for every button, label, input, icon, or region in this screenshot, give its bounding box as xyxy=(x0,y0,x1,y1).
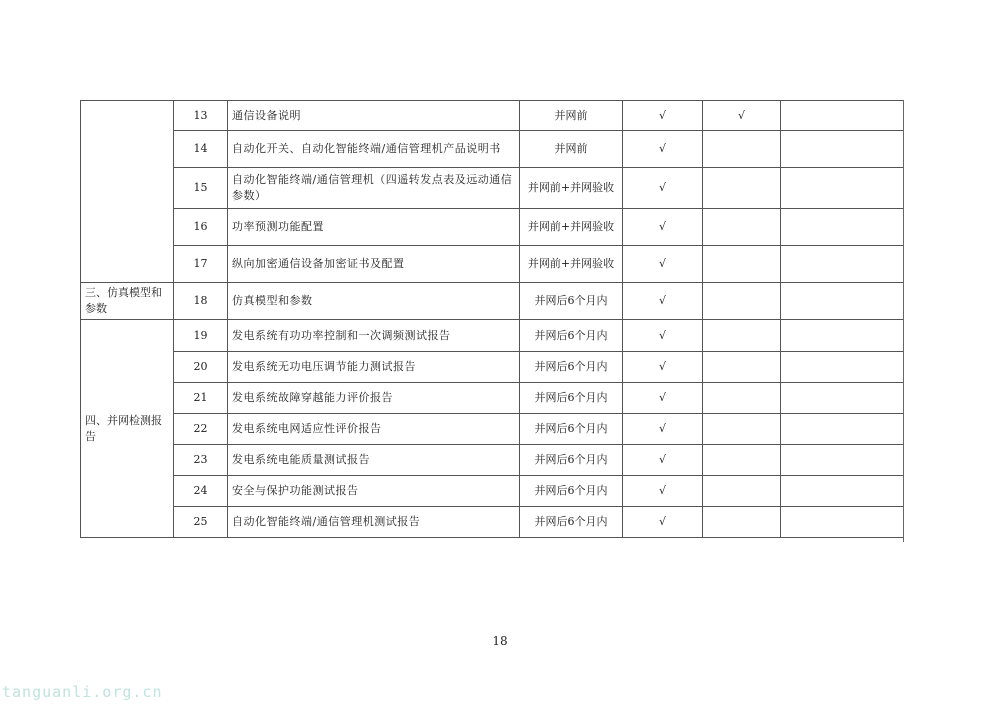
empty-margin xyxy=(781,476,904,507)
row-number: 20 xyxy=(174,352,228,383)
submission-time: 并网前+并网验收 xyxy=(520,209,623,246)
empty-margin xyxy=(781,383,904,414)
check-mark-1: √ xyxy=(623,131,703,168)
check-mark-2 xyxy=(703,283,781,320)
check-mark-2 xyxy=(703,414,781,445)
check-mark-2 xyxy=(703,445,781,476)
table-row xyxy=(81,131,904,168)
check-mark-2 xyxy=(703,507,781,538)
submission-time: 并网后6个月内 xyxy=(520,320,623,352)
empty-margin xyxy=(781,445,904,476)
check-mark-2 xyxy=(703,246,781,283)
category-cell: 四、并网检测报告 xyxy=(81,320,174,538)
submission-time: 并网后6个月内 xyxy=(520,283,623,320)
table-row xyxy=(81,320,904,352)
submission-time: 并网后6个月内 xyxy=(520,414,623,445)
category-cell xyxy=(81,101,174,283)
table-row xyxy=(81,383,904,414)
submission-time: 并网后6个月内 xyxy=(520,476,623,507)
row-number: 23 xyxy=(174,445,228,476)
check-mark-1: √ xyxy=(623,476,703,507)
submission-time: 并网前+并网验收 xyxy=(520,246,623,283)
watermark: tanguanli.org.cn xyxy=(2,683,163,701)
check-mark-1: √ xyxy=(623,445,703,476)
category-cell: 三、仿真模型和参数 xyxy=(81,283,174,320)
table-row xyxy=(81,168,904,209)
submission-time: 并网前 xyxy=(520,101,623,131)
check-mark-1: √ xyxy=(623,101,703,131)
table-row xyxy=(81,414,904,445)
check-mark-1: √ xyxy=(623,209,703,246)
table-row xyxy=(81,507,904,538)
item-name: 发电系统电能质量测试报告 xyxy=(228,445,520,476)
empty-margin xyxy=(781,209,904,246)
row-number: 14 xyxy=(174,131,228,168)
empty-margin xyxy=(781,507,904,538)
table-row xyxy=(81,476,904,507)
submission-time: 并网前 xyxy=(520,131,623,168)
page-border-line xyxy=(903,100,904,542)
item-name: 仿真模型和参数 xyxy=(228,283,520,320)
table-row xyxy=(81,283,904,320)
check-mark-2 xyxy=(703,168,781,209)
submission-time: 并网后6个月内 xyxy=(520,383,623,414)
empty-margin xyxy=(781,283,904,320)
check-mark-2 xyxy=(703,320,781,352)
empty-margin xyxy=(781,168,904,209)
submission-time: 并网后6个月内 xyxy=(520,352,623,383)
item-name: 通信设备说明 xyxy=(228,101,520,131)
row-number: 25 xyxy=(174,507,228,538)
row-number: 18 xyxy=(174,283,228,320)
row-number: 21 xyxy=(174,383,228,414)
item-name: 发电系统有功功率控制和一次调频测试报告 xyxy=(228,320,520,352)
row-number: 17 xyxy=(174,246,228,283)
page-number: 18 xyxy=(492,634,508,648)
item-name: 安全与保护功能测试报告 xyxy=(228,476,520,507)
row-number: 15 xyxy=(174,168,228,209)
check-mark-1: √ xyxy=(623,246,703,283)
check-mark-1: √ xyxy=(623,507,703,538)
item-name: 发电系统电网适应性评价报告 xyxy=(228,414,520,445)
row-number: 24 xyxy=(174,476,228,507)
check-mark-1: √ xyxy=(623,320,703,352)
empty-margin xyxy=(781,352,904,383)
table-row xyxy=(81,352,904,383)
check-mark-2 xyxy=(703,131,781,168)
requirements-table xyxy=(80,100,904,538)
table-row xyxy=(81,246,904,283)
row-number: 19 xyxy=(174,320,228,352)
item-name: 自动化智能终端/通信管理机测试报告 xyxy=(228,507,520,538)
empty-margin xyxy=(781,246,904,283)
empty-margin xyxy=(781,101,904,131)
submission-time: 并网后6个月内 xyxy=(520,507,623,538)
check-mark-1: √ xyxy=(623,383,703,414)
check-mark-1: √ xyxy=(623,414,703,445)
submission-time: 并网后6个月内 xyxy=(520,445,623,476)
row-number: 13 xyxy=(174,101,228,131)
check-mark-2 xyxy=(703,476,781,507)
empty-margin xyxy=(781,320,904,352)
item-name: 发电系统无功电压调节能力测试报告 xyxy=(228,352,520,383)
table-row xyxy=(81,209,904,246)
submission-time: 并网前+并网验收 xyxy=(520,168,623,209)
check-mark-2 xyxy=(703,209,781,246)
item-name: 自动化智能终端/通信管理机（四遥转发点表及远动通信参数） xyxy=(228,168,520,209)
table-row xyxy=(81,445,904,476)
row-number: 16 xyxy=(174,209,228,246)
check-mark-2: √ xyxy=(703,101,781,131)
check-mark-2 xyxy=(703,352,781,383)
check-mark-1: √ xyxy=(623,352,703,383)
check-mark-2 xyxy=(703,383,781,414)
check-mark-1: √ xyxy=(623,168,703,209)
item-name: 发电系统故障穿越能力评价报告 xyxy=(228,383,520,414)
table-row xyxy=(81,101,904,131)
check-mark-1: √ xyxy=(623,283,703,320)
item-name: 纵向加密通信设备加密证书及配置 xyxy=(228,246,520,283)
item-name: 功率预测功能配置 xyxy=(228,209,520,246)
row-number: 22 xyxy=(174,414,228,445)
empty-margin xyxy=(781,131,904,168)
empty-margin xyxy=(781,414,904,445)
item-name: 自动化开关、自动化智能终端/通信管理机产品说明书 xyxy=(228,131,520,168)
